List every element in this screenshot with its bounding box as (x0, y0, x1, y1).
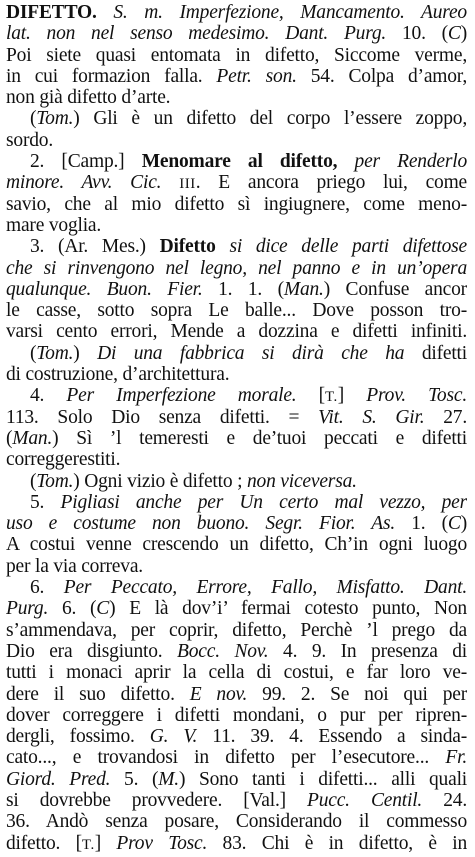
text-line (6, 747, 467, 768)
text-segment: uso e costume non buono. Segr. Fior. As. (6, 513, 396, 535)
text-line (6, 598, 467, 619)
text-segment: per Renderlo (354, 151, 467, 173)
text-segment: Per Peccato, Errore, Fallo, Misfatto. Dant. (63, 577, 467, 599)
text-line (6, 833, 467, 854)
text-segment (337, 151, 354, 172)
text-segment: 36. Andò senza posare, Considerando il commesso (6, 811, 467, 833)
text-segment: correggerestiti. (6, 449, 121, 471)
text-segment: ) Ogni vizio è difetto ; (73, 470, 247, 492)
text-segment: ( (30, 108, 37, 130)
text-line (6, 811, 467, 832)
text-segment: Difetto (159, 236, 216, 258)
text-segment: 27. (424, 406, 467, 428)
text-segment: dere il suo difetto. (6, 683, 190, 705)
text-segment: Man. (12, 427, 53, 449)
text-line (6, 577, 467, 598)
text-line (6, 321, 467, 342)
text-segment (161, 172, 179, 193)
text-segment: Giord. Pred. (6, 768, 111, 790)
text-line (6, 215, 467, 236)
text-line (6, 407, 467, 428)
text-line (6, 428, 467, 449)
text-segment: G. V. (149, 726, 198, 748)
text-segment: Tom. (36, 342, 74, 364)
text-segment: Tom. (36, 470, 74, 492)
text-segment: T. (81, 836, 95, 853)
text-line (6, 236, 467, 257)
text-segment: non viceversa. (246, 470, 357, 492)
text-line (6, 108, 467, 129)
text-segment: . E ancora priego lui, come (195, 172, 467, 194)
text-segment: difetto. [ (6, 832, 82, 854)
text-segment: Prov. Tosc. (366, 385, 467, 407)
text-segment: di costruzione, d’architettura. (6, 364, 230, 386)
text-line (6, 130, 467, 151)
text-line (6, 492, 467, 513)
text-segment: [ (296, 385, 325, 407)
text-line (6, 194, 467, 215)
text-segment: si dovrebbe provvedere. [Val.] (6, 789, 308, 811)
text-segment: Bocc. Nov. (177, 640, 269, 662)
text-line (6, 513, 467, 534)
text-segment (97, 2, 114, 23)
text-line (6, 2, 467, 23)
text-line (6, 534, 467, 555)
text-segment: ) (73, 342, 98, 364)
text-line (6, 641, 467, 662)
text-segment: Fr. (445, 747, 467, 769)
text-segment: Tom. (36, 108, 74, 130)
text-segment: 4. 9. In presenza di (268, 640, 467, 662)
text-segment: ) Sono tanti i difetti... alli quali (178, 768, 467, 790)
text-segment: ) E là dov’i’ fermai cotesto punto, Non (109, 598, 467, 620)
text-line (6, 790, 467, 811)
text-line (6, 684, 467, 705)
text-segment: savio, che al mio difetto sì ingiugnere, come meno- (6, 193, 467, 215)
text-segment: 5. ( (110, 768, 159, 790)
text-segment: dover correggere i difetti mondani, o pur per ripren- (6, 704, 467, 726)
text-segment: 6. (30, 577, 64, 599)
text-line (6, 258, 467, 279)
text-segment: ( (30, 342, 37, 364)
text-segment: 2. [Camp.] (30, 151, 142, 173)
text-segment: Per Imperfezione morale. (66, 385, 297, 407)
text-segment: C (447, 513, 461, 535)
text-segment: A costui venne crescendo un difetto, Ch’in ogni luogo (6, 534, 467, 556)
text-segment: 5. (30, 491, 61, 513)
text-segment: in cui formazion falla. (6, 65, 217, 87)
text-segment: Dio era disgiunto. (6, 640, 178, 662)
text-segment: ) Confuse ancor (323, 278, 467, 300)
text-segment: ] (337, 385, 367, 407)
text-segment: Di una fabbrica si dirà che ha (97, 342, 405, 364)
text-segment: 6. ( (48, 598, 97, 620)
text-segment: DIFETTO. (6, 2, 97, 23)
text-segment: lat. non nel senso medesimo. Dant. Purg. (6, 23, 387, 45)
text-segment: per la via correva. (6, 555, 143, 577)
text-line (6, 556, 467, 577)
text-line (6, 300, 467, 321)
text-line (6, 471, 467, 492)
text-segment: 54. Colpa d’amor, (296, 65, 467, 87)
text-line (6, 172, 467, 193)
text-segment: Menomare al difetto, (141, 151, 338, 173)
text-line (6, 620, 467, 641)
text-line (6, 66, 467, 87)
text-segment: Poi siete quasi entomata in difetto, Siccome verme, (6, 44, 467, 66)
text-segment: 11. 39. 4. Essendo a sinda- (197, 726, 467, 748)
text-segment: ) Sì ’l temeresti e de’tuoi peccati e difetti (52, 427, 467, 449)
text-segment: ) Gli è un difetto del corpo l’essere zoppo, (73, 108, 467, 130)
text-segment: ) (460, 513, 467, 535)
text-segment: 83. Chi è in difetto, è in (207, 832, 467, 854)
text-segment: Petr. son. (216, 65, 297, 87)
text-segment: C (96, 598, 110, 620)
text-line (6, 279, 467, 300)
text-segment: ) (460, 23, 467, 45)
text-segment: Vit. S. Gir. (318, 406, 425, 428)
text-segment: cato..., e trovandosi in difetto per l’esecutore... (6, 747, 446, 769)
text-segment (216, 236, 230, 257)
text-segment: Pucc. Centil. (307, 789, 423, 811)
text-segment: mare voglia. (6, 214, 102, 236)
text-segment: Pigliasi anche per Un certo mal vezzo, per (60, 491, 467, 513)
text-segment: III (179, 176, 196, 193)
text-segment: minore. Avv. Cic. (6, 172, 162, 194)
text-segment: s’ammendava, per coprir, difetto, Perchè ’l prego da (6, 619, 467, 641)
text-segment: varsi cento errori, Mende a dozzina e difetti infiniti. (6, 321, 467, 343)
text-line (6, 726, 467, 747)
text-line (6, 45, 467, 66)
text-segment: 113. Solo Dio senza difetti. = (6, 406, 319, 428)
text-segment: 1. ( (395, 513, 448, 535)
text-segment: tutti i monaci aprir la cella di costui, e far loro ve- (6, 662, 467, 684)
text-line (6, 151, 467, 172)
text-line (6, 705, 467, 726)
text-segment: ] (94, 832, 117, 854)
text-segment: M. (158, 768, 179, 790)
text-segment: sordo. (6, 129, 54, 151)
text-segment: difetti (404, 342, 467, 364)
text-line (6, 23, 467, 44)
text-segment: 1. 1. ( (202, 278, 284, 300)
text-segment: S. m. Imperfezione, Mancamento. Aureo (113, 2, 467, 23)
text-segment: 24. (422, 789, 467, 811)
text-segment: 10. ( (386, 23, 448, 45)
text-line (6, 343, 467, 364)
text-line (6, 385, 467, 406)
text-segment: 99. 2. Se noi qui per (247, 683, 467, 705)
text-segment: C (447, 23, 461, 45)
text-segment: che si rinvengono nel legno, nel panno e in un’opera (6, 257, 467, 279)
text-line (6, 769, 467, 790)
text-line (6, 449, 467, 470)
text-segment: Purg. (6, 598, 49, 620)
text-segment: le casse, sotto sopra Le balle... Dove posson tro- (6, 300, 467, 322)
text-segment: E nov. (189, 683, 248, 705)
text-segment: ( (6, 427, 13, 449)
text-line (6, 662, 467, 683)
text-segment: si dice delle parti difettose (229, 236, 467, 258)
text-line (6, 364, 467, 385)
text-segment: 3. (Ar. Mes.) (30, 236, 160, 258)
text-segment: T. (324, 389, 338, 406)
text-segment: Prov Tosc. (116, 832, 208, 854)
text-segment: non già difetto d’arte. (6, 87, 171, 109)
text-segment: ( (30, 470, 37, 492)
text-segment: qualunque. Buon. Fier. (6, 278, 203, 300)
text-line (6, 87, 467, 108)
text-segment: Man. (283, 278, 324, 300)
text-segment: 4. (30, 385, 67, 407)
text-segment: dergli, fossimo. (6, 726, 150, 748)
